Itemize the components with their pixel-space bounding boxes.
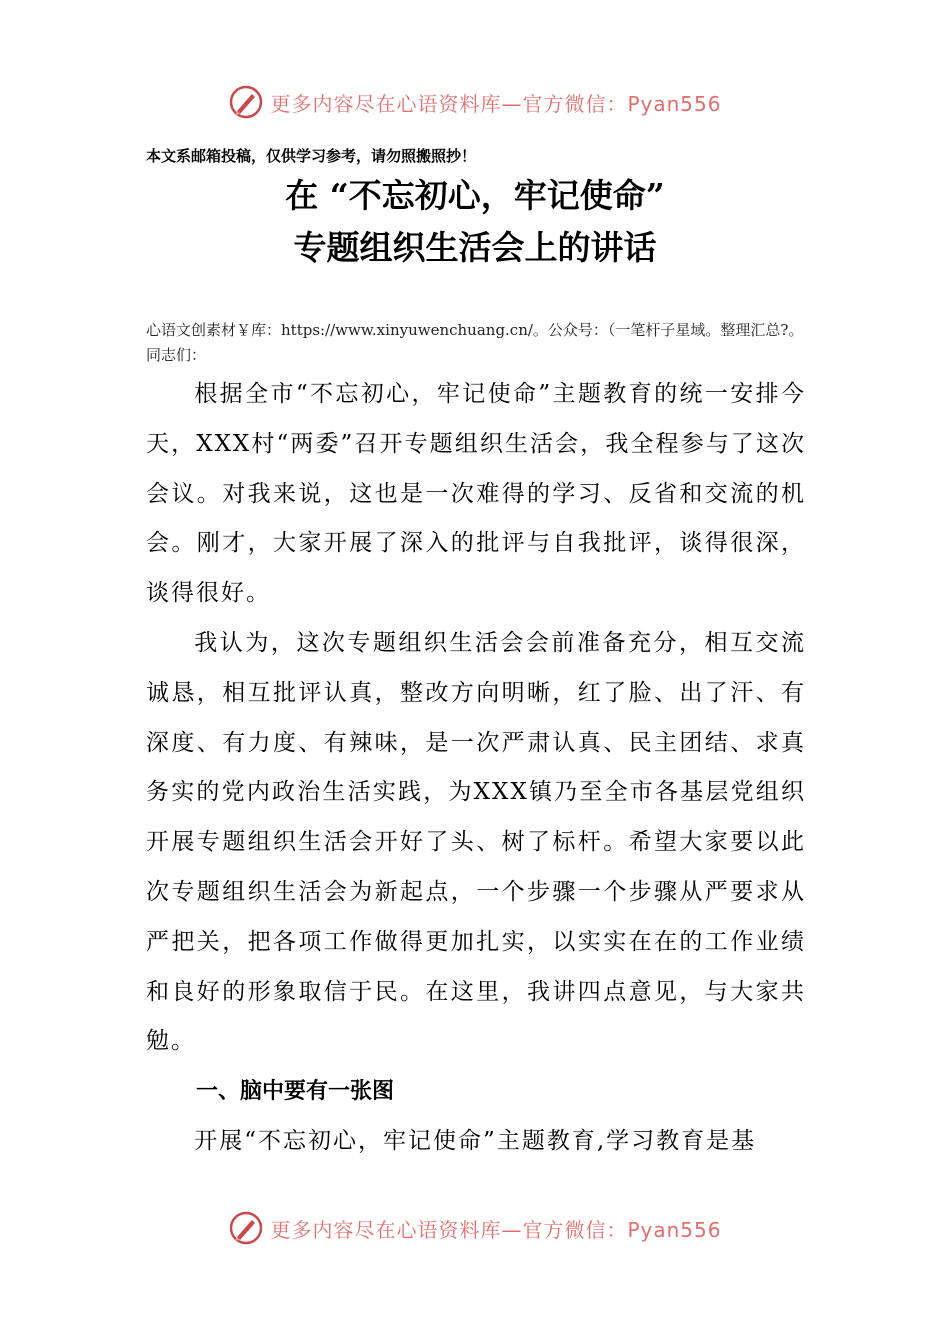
paragraph-1: 根据全市“不忘初心，牢记使命”主题教育的统一安排今天，XXX村“两委”召开专题组织生活会，我全程参与了这次会议。对我来说，这也是一次难得的学习、反省和交流的机会。刚才，大家开展了深入的批评与自我批评，谈得很深，谈得很好。	[146, 381, 806, 607]
paragraph-3: 开展“不忘初心，牢记使命”主题教育,学习教育是基	[194, 1127, 757, 1154]
banner-text: 更多内容尽在心语资料库—官方微信：Pyan556	[270, 91, 722, 116]
copyright-notice: 本文系邮箱投稿，仅供学习参考，请勿照搬照抄！	[146, 147, 477, 165]
document-title-line-1: 在 “不忘初心，牢记使命”	[285, 176, 665, 215]
source-note: 心语文创素材￥库：https://www.xinyuwenchuang.cn/。公众号：（一笔杆子星域。整理汇总?。同志们：	[146, 321, 804, 364]
header-watermark-banner	[0, 84, 950, 120]
footer-watermark-banner	[0, 1210, 950, 1246]
pen-logo-icon	[228, 84, 264, 120]
paragraph-2: 我认为，这次专题组织生活会会前准备充分，相互交流诚恳，相互批评认真，整改方向明晰，红了脸、出了汗、有深度、有力度、有辣味，是一次严肃认真、民主团结、求真务实的党内政治生活实践，为XXX镇乃至全市各基层党组织开展专题组织生活会开好了头、树了标杆。希望大家要以此次专题组织生活会为新起点，一个步骤一个步骤从严要求从严把关，把各项工作做得更加扎实，以实实在在的工作业绩和良好的形象取信于民。在这里，我讲四点意见，与大家共勉。	[146, 629, 806, 1055]
document-title-line-2: 专题组织生活会上的讲话	[293, 228, 657, 267]
banner-text: 更多内容尽在心语资料库—官方微信：Pyan556	[270, 1217, 722, 1242]
section-heading: 一、脑中要有一张图	[196, 1079, 395, 1105]
document-body	[146, 370, 806, 1167]
pen-logo-icon	[228, 1210, 264, 1246]
